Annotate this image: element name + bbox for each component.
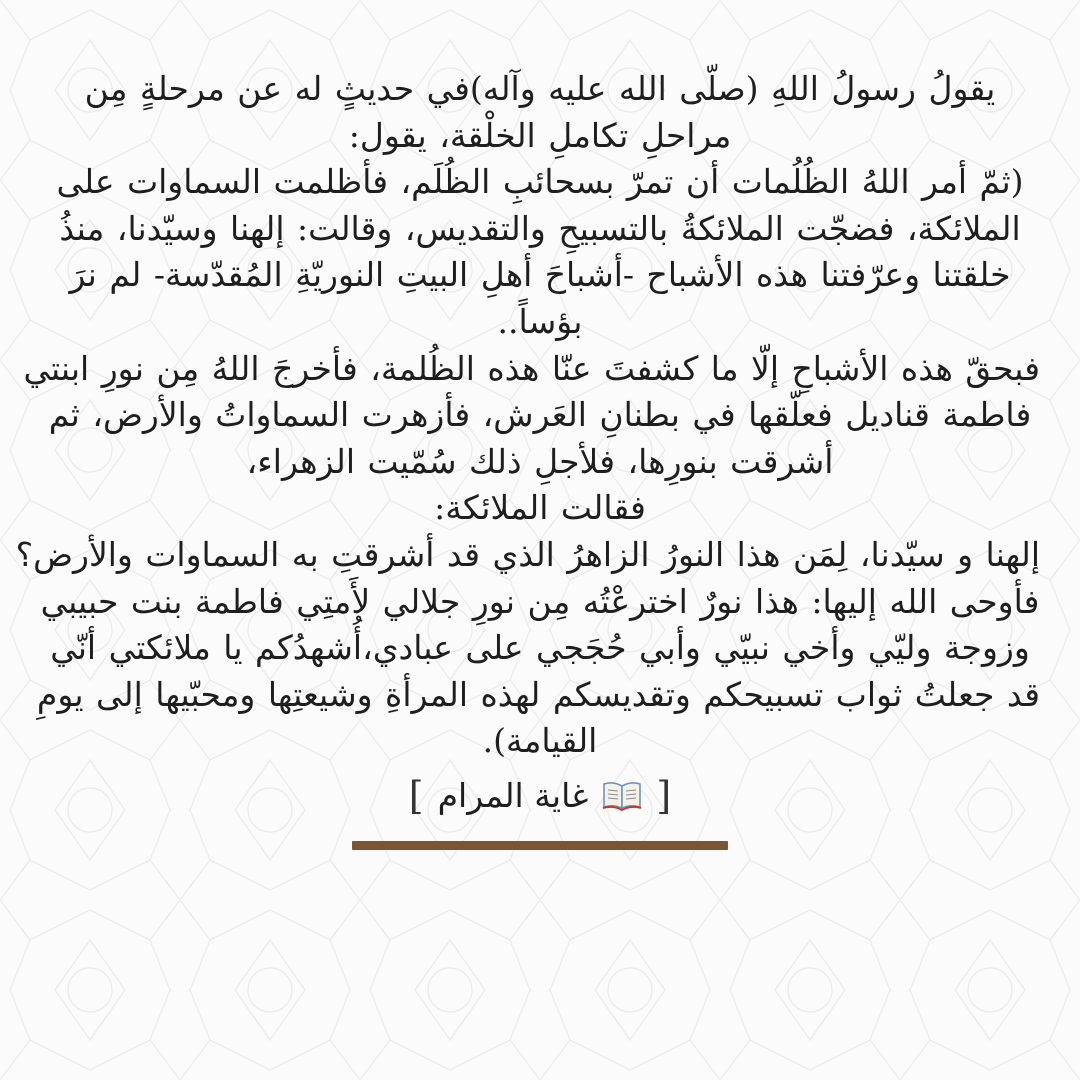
passage-line: قد جعلتُ ثواب تسبيحكم وتقديسكم لهذه المرأةِ وشيعتِها ومحبّيها إلى يومِ: [36, 674, 1040, 714]
passage-line: بؤساً..: [497, 301, 583, 341]
passage-line: (ثمّ أمر اللهُ الظُلُمات أن تمرّ بسحائبِ الظُلَم، فأظلمت السماوات على: [56, 162, 1024, 202]
passage-line: يقولُ رسولُ اللهِ (صلّى الله عليه وآله)في حديثٍ له عن مرحلةٍ مِن: [84, 69, 996, 108]
passage-line: فبحقّ هذه الأشباحِ إلّا ما كشفتَ عنّا هذه الظُلمة، فأخرجَ اللهُ مِن نورِ ابنتي: [23, 348, 1040, 388]
source-citation: [409, 773, 671, 819]
passage-line: أشرقت بنورِها، فلأجلِ ذلك سُمّيت الزهراء،: [246, 441, 834, 481]
passage-line: مراحلِ تكاملِ الخلْقة، يقول:: [348, 115, 732, 155]
hadith-passage: [15, 66, 1040, 765]
passage-line: فأوحى الله إليها: هذا نورٌ اخترعْتُه مِن نورِ جلالي لأَمتِي فاطمة بنت حبيبي: [40, 581, 1040, 621]
source-close-bracket: ]: [408, 773, 424, 818]
passage-line: خلقتنا وعرّفتنا هذه الأشباح -أشباحَ أهلِ البيتِ النوريّةِ المُقدّسة- لم نرَ: [69, 255, 1011, 295]
quote-page: [15, 0, 1040, 850]
passage-line: فاطمة قناديل فعلّقها في بطنانِ العَرش، فأزهرت السماواتُ والأرض، ثم: [48, 395, 1032, 435]
passage-line: القيامة).: [482, 721, 598, 761]
passage-line: الملائكة، فضجّت الملائكةُ بالتسبيحِ والتقديس، وقالت: إلهنا وسيّدنا، منذُ: [59, 208, 1021, 248]
passage-line: فقالت الملائكة:: [434, 488, 646, 528]
bottom-divider: [352, 841, 728, 850]
open-book-icon: [602, 780, 642, 812]
source-title: غاية المرام: [437, 775, 589, 815]
passage-line: وزوجة وليّي وأخي نبيّي وأبي حُجَجي على عبادي،أُشهدُكم يا ملائكتي أنّي: [50, 628, 1030, 668]
source-open-bracket: [: [656, 773, 672, 818]
passage-line: إلهنا و سيّدنا، لِمَن هذا النورُ الزاهرُ الذي قد أشرقتِ به السماوات والأرض؟: [15, 534, 1040, 574]
